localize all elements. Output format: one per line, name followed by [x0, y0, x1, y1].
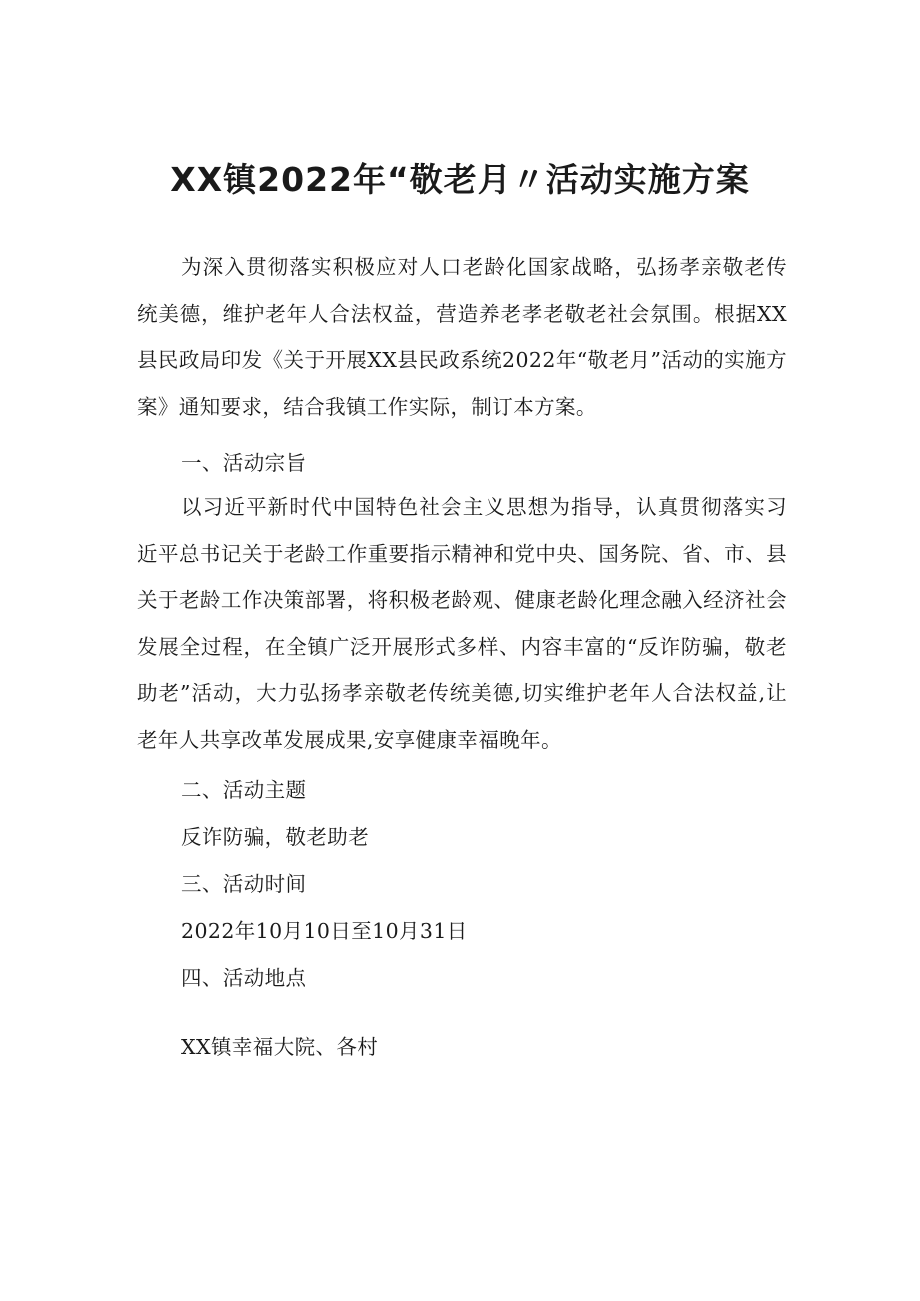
section-heading-theme: 二、活动主题 [181, 778, 307, 802]
section-heading-purpose: 一、活动宗旨 [181, 451, 307, 475]
time-text: 2022年10月10日至10月31日 [181, 919, 468, 943]
section-heading-time: 三、活动时间 [181, 872, 307, 896]
intro-paragraph-block [137, 244, 787, 430]
intro-paragraph: 为深入贯彻落实积极应对人口老龄化国家战略，弘扬孝亲敬老传统美德，维护老年人合法权益，营造养老孝老敬老社会氛围。根据XX县民政局印发《关于开展XX县民政系统2022年“敬老月”活动的实施方案》通知要求，结合我镇工作实际，制订本方案。 [137, 255, 787, 419]
purpose-paragraph-block [137, 484, 787, 764]
theme-text: 反诈防骗，敬老助老 [181, 825, 370, 849]
document-title: XX镇2022年“敬老月〃活动实施方案 [170, 160, 750, 199]
section-heading-location: 四、活动地点 [181, 966, 307, 990]
location-text: XX镇幸福大院、各村 [181, 1035, 379, 1059]
purpose-paragraph: 以习近平新时代中国特色社会主义思想为指导，认真贯彻落实习近平总书记关于老龄工作重要指示精神和党中央、国务院、省、市、县关于老龄工作决策部署，将积极老龄观、健康老龄化理念融入经济社会发展全过程，在全镇广泛开展形式多样、内容丰富的“反诈防骗，敬老助老”活动，大力弘扬孝亲敬老传统美德,切实维护老年人合法权益,让老年人共享改革发展成果,安享健康幸福晚年。 [137, 495, 787, 752]
